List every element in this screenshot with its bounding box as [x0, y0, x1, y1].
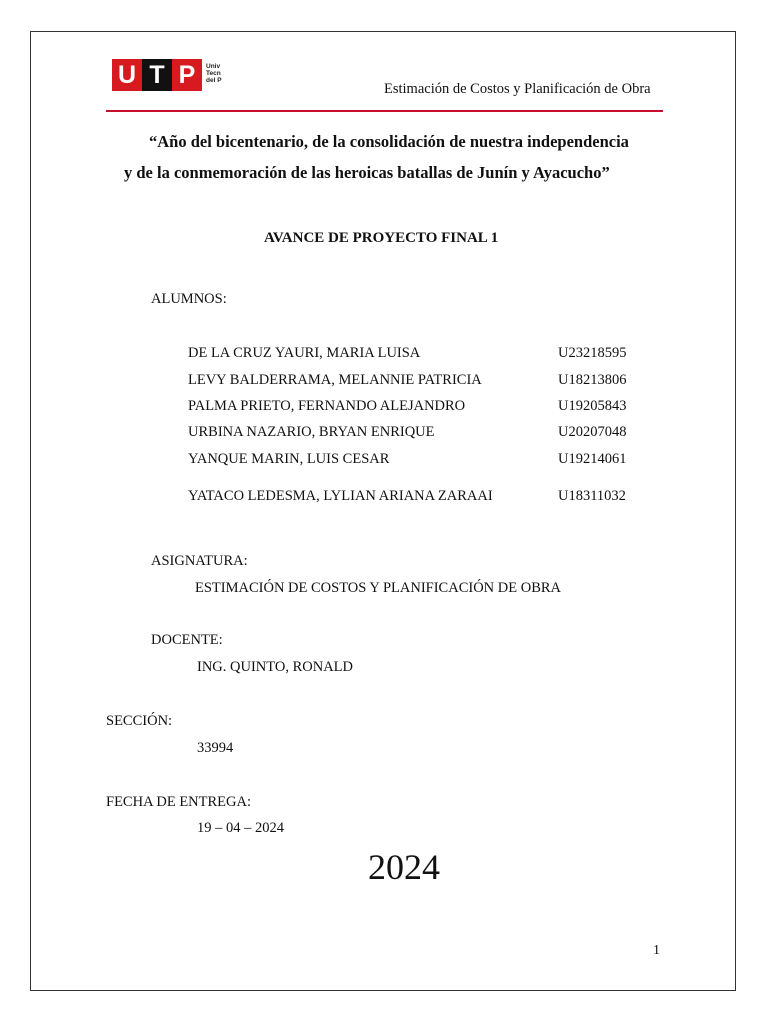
teacher-label: DOCENTE:: [151, 632, 223, 648]
document-title: AVANCE DE PROYECTO FINAL 1: [264, 230, 499, 246]
course-label: ASIGNATURA:: [151, 553, 248, 569]
student-code: U23218595: [558, 345, 627, 361]
page-number: 1: [653, 943, 660, 958]
logo-letter-t: T: [142, 59, 172, 91]
logo-letter-p: P: [172, 59, 202, 91]
section-label: SECCIÓN:: [106, 713, 173, 729]
student-code: U20207048: [558, 424, 627, 440]
header-title: Estimación de Costos y Planificación de Obra: [384, 81, 651, 97]
student-code: U18311032: [558, 488, 626, 504]
student-code: U19205843: [558, 398, 627, 414]
student-name: PALMA PRIETO, FERNANDO ALEJANDRO: [188, 398, 466, 414]
logo-university-text: Univ Tecn del P: [206, 62, 222, 84]
logo-letter-u: U: [112, 59, 142, 91]
header-divider: [106, 110, 663, 112]
students-label: ALUMNOS:: [151, 291, 227, 307]
delivery-date-label: FECHA DE ENTREGA:: [106, 794, 251, 810]
student-name: YATACO LEDESMA, LYLIAN ARIANA ZARAAI: [188, 488, 493, 504]
motto-line-1: “Año del bicentenario, de la consolidación de nuestra independencia: [149, 132, 629, 151]
student-name: LEVY BALDERRAMA, MELANNIE PATRICIA: [188, 372, 482, 388]
course-value: ESTIMACIÓN DE COSTOS Y PLANIFICACIÓN DE OBRA: [195, 580, 562, 596]
teacher-value: ING. QUINTO, RONALD: [197, 659, 353, 675]
section-value: 33994: [197, 740, 234, 756]
year-display: 2024: [368, 847, 440, 887]
student-name: YANQUE MARIN, LUIS CESAR: [188, 451, 390, 467]
utp-logo: [112, 58, 226, 92]
student-code: U19214061: [558, 451, 627, 467]
student-code: U18213806: [558, 372, 627, 388]
student-name: DE LA CRUZ YAURI, MARIA LUISA: [188, 345, 421, 361]
delivery-date-value: 19 – 04 – 2024: [197, 820, 284, 836]
student-name: URBINA NAZARIO, BRYAN ENRIQUE: [188, 424, 435, 440]
motto-line-2: y de la conmemoración de las heroicas batallas de Junín y Ayacucho”: [124, 163, 610, 182]
